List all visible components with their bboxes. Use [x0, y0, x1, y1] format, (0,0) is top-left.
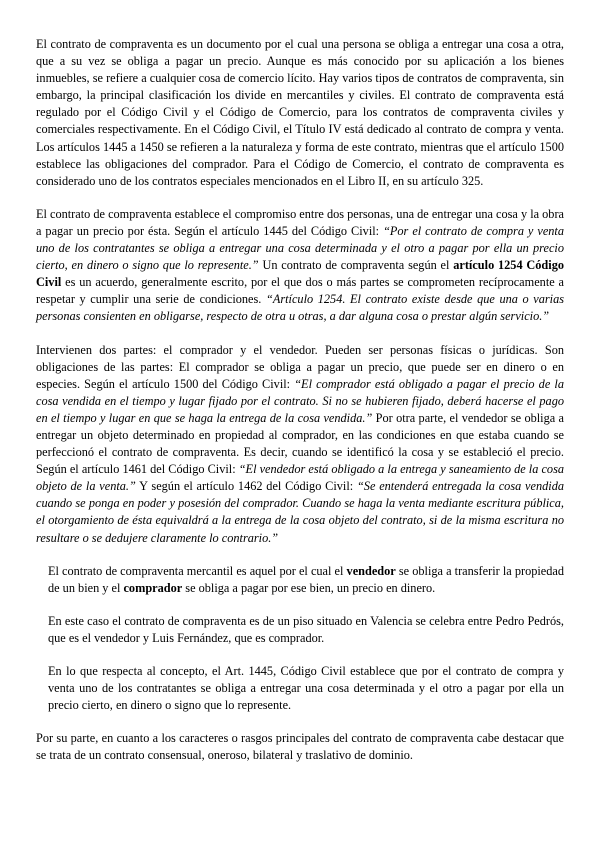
quoted-citation: “El vendedor está obligado a la entrega y saneamiento de la cosa objeto de la venta.”	[36, 462, 565, 494]
text-run: es un acuerdo, generalmente escrito, por el que dos o más partes se comprometen recíprocamente a respetar y cumplir una serie de condiciones.	[36, 275, 564, 307]
text-run: se obliga a pagar por ese bien, un precio en dinero.	[182, 580, 436, 595]
paragraph-3	[36, 342, 564, 547]
text-run: Intervienen dos partes: el comprador y el vendedor. Pueden ser personas físicas o jurídicas. Son obligaciones de las partes: El comprador se obliga a pagar un precio, que puede ser en dinero o en especies. Según el artículo 1500 del Código Civil:	[36, 342, 564, 391]
paragraph-7	[36, 730, 564, 764]
text-run: Por su parte, en cuanto a los caracteres o rasgos principales del contrato de compraventa cabe destacar que se trata de un contrato consensual, oneroso, bilateral y traslativo de dominio.	[36, 731, 564, 763]
quoted-citation: “El comprador está obligado a pagar el precio de la cosa vendida en el tiempo y lugar fijado por el contrato. Si no se hubieren fijado, deberá hacerse el pago en el tiempo y lugar en que se haga la entrega de la cosa vendida.”	[36, 376, 564, 425]
emphasis-term: artículo 1254 Código Civil	[36, 258, 564, 290]
paragraph-5	[48, 613, 564, 647]
paragraph-4	[48, 563, 564, 597]
text-run: El contrato de compraventa mercantil es aquel por el cual el	[48, 563, 347, 578]
emphasis-term: comprador	[123, 580, 183, 595]
quoted-citation: “Artículo 1254. El contrato existe desde que una o varias personas consienten en obligarse, respecto de otra u otras, a dar alguna cosa o prestar algún servicio.”	[36, 292, 565, 324]
paragraph-6	[48, 663, 564, 714]
quoted-citation: “Se entenderá entregada la cosa vendida cuando se ponga en poder y posesión del comprador. Cuando se haga la venta mediante escritura pública, el otorgamiento de ésta equivaldrá a la entrega de la cosa objeto del contrato, si de la misma escritura no resultare o se dedujere claramente lo contrario.”	[36, 479, 564, 545]
paragraph-1	[36, 36, 564, 190]
quoted-citation: “Por el contrato de compra y venta uno de los contratantes se obliga a entregar una cosa determinada y el otro a pagar por ella un precio cierto, en dinero o signo que lo represente.”	[36, 223, 564, 273]
text-run: Y según el artículo 1462 del Código Civil:	[135, 479, 357, 494]
text-run: se obliga a transferir la propiedad de un bien y el	[48, 563, 564, 595]
text-run: Por otra parte, el vendedor se obliga a entregar un objeto determinado en propiedad al comprador, en las condiciones en que estaba cuando se perfeccionó el contrato de compraventa. Es decir, cuando se identificó la cosa y se estableció el precio. Según el artículo 1461 del Código Civil:	[36, 410, 564, 477]
text-run: Un contrato de compraventa según el	[258, 258, 454, 273]
text-run: El contrato de compraventa es un documento por el cual una persona se obliga a entregar una cosa a otra, que a su vez se obliga a pagar un precio. Aunque es más conocido por su aplicación a los bienes inmuebles, se refiere a cualquier cosa de comercio lícito. Hay varios tipos de contratos de compraventa, sin embargo, la principal clasificación los divide en mercantiles y civiles. El contrato de compraventa está regulado por el Código Civil y el Código de Comercio, para los contratos de compraventa civiles y comerciales respectivamente. En el Código Civil, el Título IV está dedicado al contrato de compra y venta. Los artículos 1445 a 1450 se refieren a la naturaleza y forma de este contrato, mientras que el artículo 1500 establece las obligaciones del comprador. Para el Código de Comercio, el contrato de compraventa es considerado uno de los contratos especiales mencionados en el Libro II, en su artículo 325.	[36, 37, 564, 188]
paragraph-2	[36, 206, 564, 326]
text-run: En lo que respecta al concepto, el Art. 1445, Código Civil establece que por el contrato de compra y venta uno de los contratantes se obliga a entregar una cosa determinada y el otro a pagar por ella un precio cierto, en dinero o signo que lo represente.	[48, 664, 564, 713]
emphasis-term: vendedor	[346, 563, 396, 578]
text-run: En este caso el contrato de compraventa es de un piso situado en Valencia se celebra entre Pedro Pedrós, que es el vendedor y Luis Fernández, que es comprador.	[48, 613, 564, 645]
text-run: El contrato de compraventa establece el compromiso entre dos personas, una de entregar una cosa y la obra a pagar un precio por ésta. Según el artículo 1445 del Código Civil:	[36, 206, 564, 238]
